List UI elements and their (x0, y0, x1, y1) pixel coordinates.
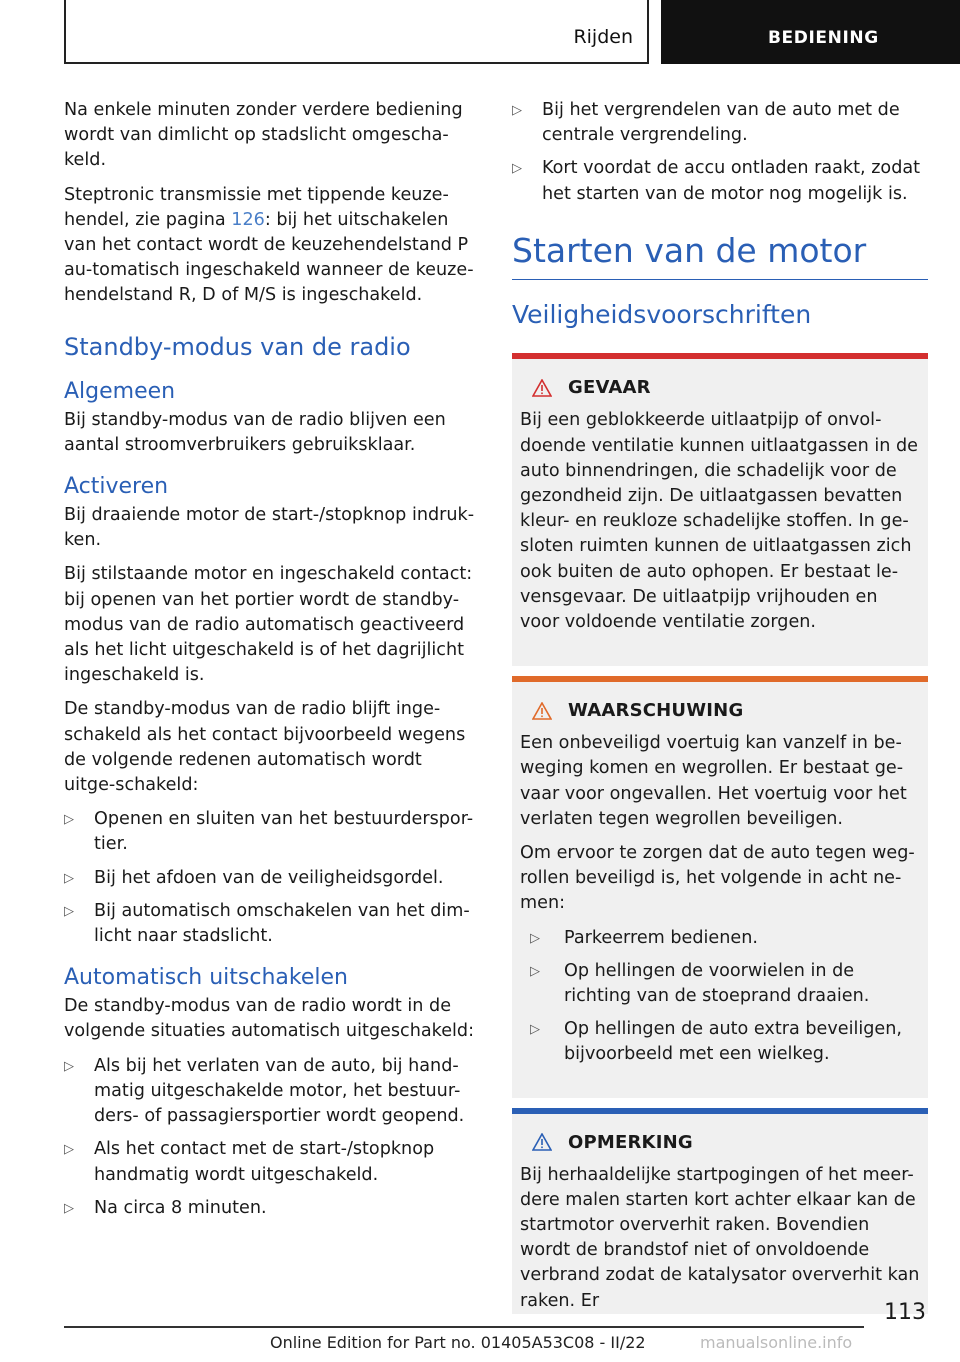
note-title: OPMERKING (568, 1131, 693, 1153)
heading-general: Algemeen (64, 378, 176, 404)
bullet-list (64, 1054, 478, 1221)
list-item-text: Op hellingen de voorwielen in de richting van de stoeprand draaien. (564, 960, 870, 1006)
list-item (64, 899, 478, 949)
danger-header (532, 377, 920, 398)
danger-text: Bij een geblokkeerde uitlaatpijp of onvol-doende ventilatie kunnen uitlaatgassen in de auto binnendringen, die schadelijk voor de gezondheid zijn. De uitlaatgassen bevatten kleur- en reukloze schadelijke stoffen. In ge-sloten ruimten kunnen de uitlaatgassen zich ook buiten de auto ophopen. Er bestaat le-vensgevaar. De uitlaatpijp vrijhouden en voor voldoende ventilatie zorgen. (520, 410, 918, 632)
list-item-text: Als bij het verlaten van de auto, bij hand-matig uitgeschakelde motor, het bestuur-ders- of passagiersportier wordt geopend. (94, 1055, 465, 1127)
bullet-icon: ▷ (530, 963, 540, 979)
list-item (64, 1196, 478, 1221)
bullet-icon: ▷ (64, 1142, 74, 1158)
bullet-list (512, 98, 928, 207)
page-number: 113 (884, 1300, 926, 1325)
edition-text: Online Edition for Part no. 01405A53C08 - II/22 (270, 1333, 646, 1352)
warning-triangle-icon (532, 1133, 552, 1151)
list-item-text: Openen en sluiten van het bestuurderspor-tier. (94, 809, 474, 855)
page-link[interactable]: 126 (231, 209, 265, 230)
section-title: Rijden (573, 26, 633, 48)
paragraph (64, 183, 478, 309)
chapter-tab (661, 0, 960, 64)
list-item (64, 866, 478, 891)
bullet-icon: ▷ (512, 103, 522, 118)
footer-rule (64, 1326, 864, 1328)
text: Steptronic transmissie met tippende keuze-hendel, zie pagina (64, 184, 449, 230)
warning-title: WAARSCHUWING (568, 700, 744, 722)
warning-box (512, 676, 928, 1097)
paragraph: Na enkele minuten zonder verdere bediening wordt van dimlicht op stadslicht omgescha-keld. (64, 100, 463, 171)
right-column (512, 98, 928, 1324)
heading-rule (512, 279, 928, 281)
bullet-icon: ▷ (64, 1058, 74, 1074)
paragraph: De standby-modus van de radio wordt in de volgende situaties automatisch uitgeschakeld: (64, 996, 474, 1042)
list-item (530, 959, 920, 1009)
paragraph: Bij stilstaande motor en ingeschakeld contact: bij openen van het portier wordt de standby-modus van de radio automatisch geactiveerd als het licht uitgeschakeld is of het dagrijlicht ingeschakeld is. (64, 564, 473, 686)
warning-triangle-icon (532, 702, 552, 720)
list-item (64, 807, 478, 857)
danger-title: GEVAAR (568, 377, 651, 399)
bullet-icon: ▷ (530, 930, 540, 946)
bullet-icon: ▷ (64, 1200, 74, 1216)
list-item (64, 1054, 478, 1130)
heading-safety: Veiligheidsvoorschriften (512, 300, 812, 330)
note-header (532, 1132, 920, 1153)
bullet-icon: ▷ (64, 903, 74, 919)
list-item-text: Bij het vergrendelen van de auto met de centrale vergrendeling. (542, 100, 900, 146)
warning-text: Om ervoor te zorgen dat de auto tegen weg-rollen beveiligd is, het volgende in acht ne-men: (520, 842, 915, 914)
chapter-title: BEDIENING (768, 28, 879, 48)
list-item (530, 926, 920, 951)
bullet-icon: ▷ (64, 812, 74, 828)
warning-text: Een onbeveiligd voertuig kan vanzelf in be-weging komen en wegrollen. Er bestaat ge-vaar voor ongevallen. Het voertuig voor het verlaten tegen wegrollen beveiligen. (520, 733, 907, 829)
list-item-text: Parkeerrem bedienen. (564, 927, 758, 948)
warning-header (532, 700, 920, 721)
note-box (512, 1108, 928, 1314)
list-item (512, 156, 928, 206)
heading-activate: Activeren (64, 474, 169, 500)
watermark: manualsonline.info (700, 1333, 853, 1352)
list-item (64, 1137, 478, 1187)
note-text: Bij herhaaldelijke startpogingen of het meer-dere malen starten kort achter elkaar kan de startmotor oververhit raken. Bovendien wordt de brandstof niet of onvoldoende verbrand zodat de katalysator oververhit kan raken. Er (520, 1164, 920, 1311)
paragraph: De standby-modus van de radio blijft inge-schakeld als het contact bijvoorbeeld wegens de volgende redenen automatisch wordt uitge-schakeld: (64, 699, 466, 796)
warning-bar (512, 676, 928, 682)
note-bar (512, 1108, 928, 1114)
paragraph: Bij draaiende motor de start-/stopknop indruk-ken. (64, 505, 475, 551)
text: : bij het uitschakelen van het contact wordt de keuzehendelstand P au-tomatisch ingeschakeld wanneer de keuze-hendelstand R, D of M/S is ingeschakeld. (64, 209, 474, 306)
list-item-text: Bij automatisch omschakelen van het dim-licht naar stadslicht. (94, 900, 470, 947)
danger-bar (512, 353, 928, 359)
left-column (64, 98, 478, 1229)
danger-box (512, 353, 928, 666)
bullet-icon: ▷ (64, 870, 74, 886)
list-item-text: Op hellingen de auto extra beveiligen, bijvoorbeeld met een wielkeg. (564, 1019, 902, 1065)
list-item-text: Als het contact met de start-/stopknop handmatig wordt uitgeschakeld. (94, 1139, 435, 1185)
heading-start-engine: Starten van de motor (512, 230, 867, 270)
list-item-text: Na circa 8 minuten. (94, 1197, 267, 1218)
bullet-list (64, 807, 478, 949)
list-item-text: Kort voordat de accu ontladen raakt, zodat het starten van de motor nog mogelijk is. (542, 158, 921, 204)
paragraph: Bij standby-modus van de radio blijven een aantal stroomverbruikers gebruiksklaar. (64, 409, 446, 455)
bullet-icon: ▷ (512, 161, 522, 177)
list-item (512, 98, 928, 148)
heading-standby: Standby-modus van de radio (64, 332, 411, 361)
list-item (530, 1017, 920, 1067)
warning-triangle-icon (532, 379, 552, 397)
bullet-icon: ▷ (530, 1022, 540, 1038)
section-tab (64, 0, 649, 64)
list-item-text: Bij het afdoen van de veiligheidsgordel. (94, 867, 444, 888)
bullet-list (530, 926, 920, 1068)
heading-auto-off: Automatisch uitschakelen (64, 965, 348, 991)
